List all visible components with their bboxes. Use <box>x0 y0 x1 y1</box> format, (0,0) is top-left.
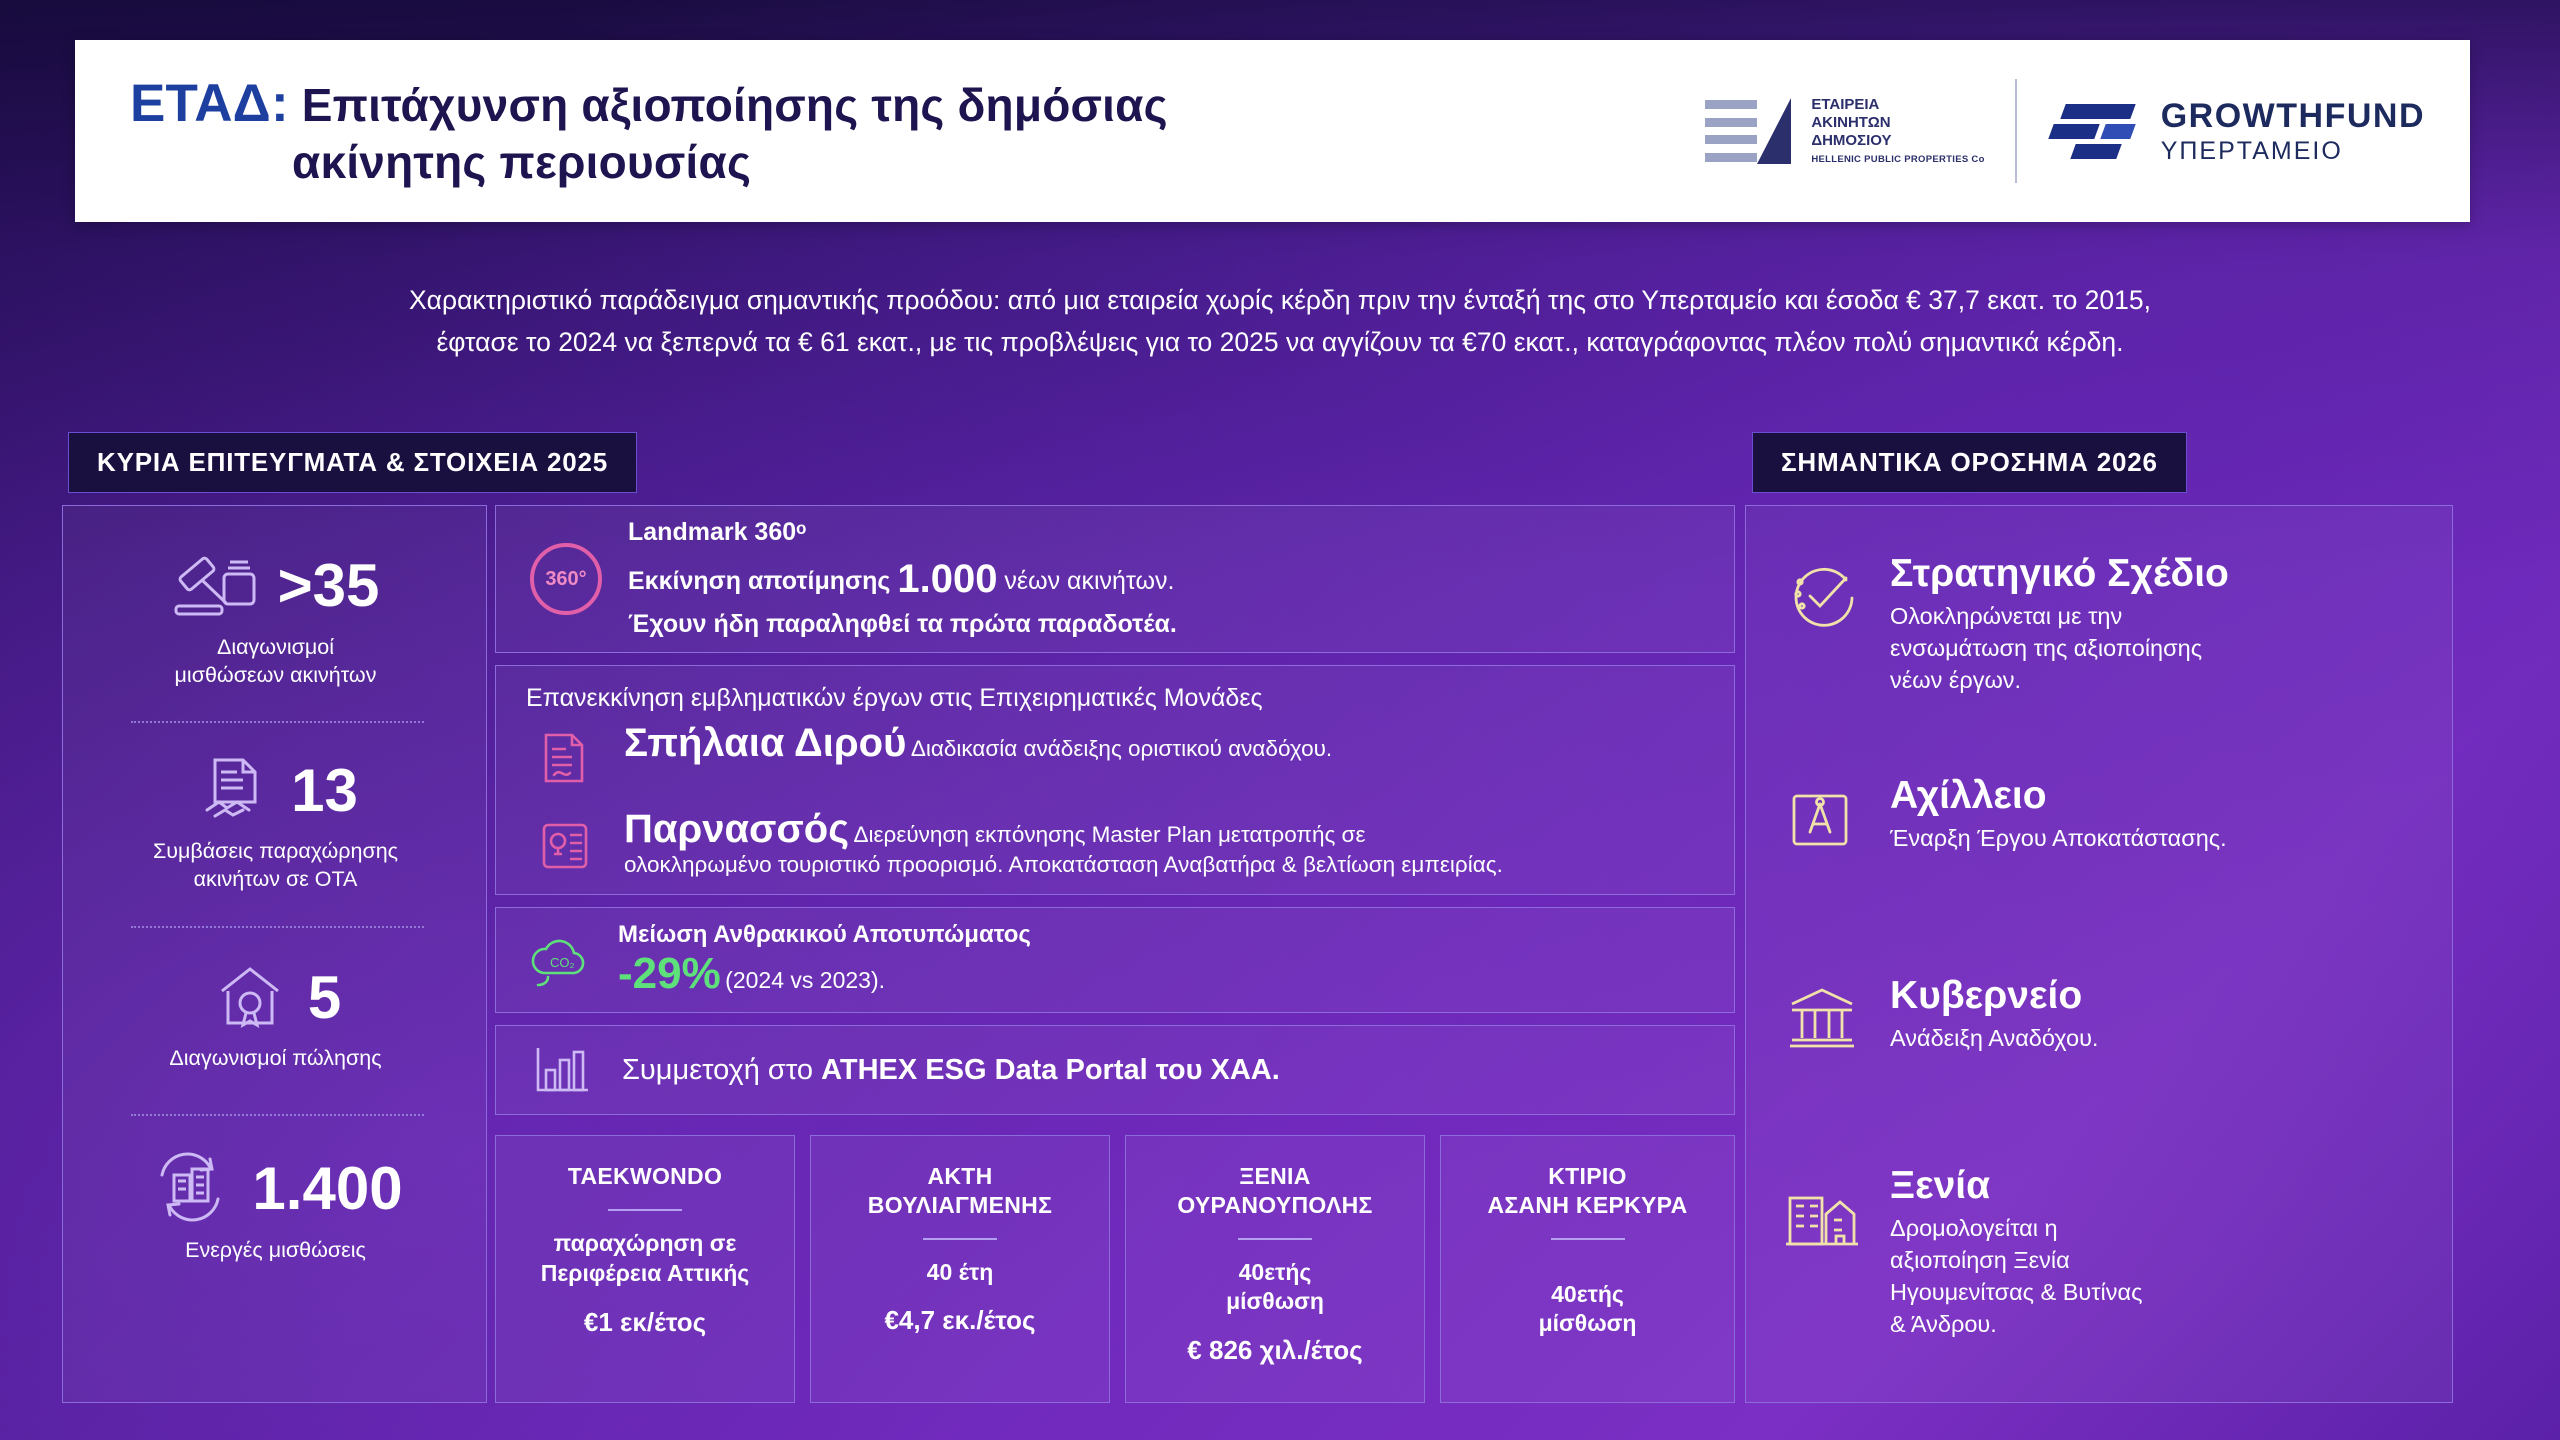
mini-sep-3 <box>1238 1238 1312 1240</box>
mini-card-taekwondo <box>495 1135 795 1403</box>
milestone-desc-xenia-l1: Δρομολογείται η <box>1890 1214 2058 1241</box>
intro-line-1: Χαρακτηριστικό παράδειγμα σημαντικής προόδου: από μια εταιρεία χωρίς κέρδη πριν την ένταξή της στο Υπερταμείο και έσοδα € 37,7 εκατ. το 2015, <box>409 285 2151 315</box>
stat-caption-active-leases-l1: Ενεργές μισθώσεις <box>185 1238 366 1262</box>
stat-divider-2 <box>131 926 424 928</box>
landmark-line2 <box>628 551 1177 608</box>
middle-cards-area <box>495 505 1735 1403</box>
mini-value-xenia: € 826 χιλ./έτος <box>1187 1335 1363 1366</box>
card-landmark-360 <box>495 505 1735 653</box>
mini-detail-taekwondo-l1: παραχώρηση σε <box>553 1229 737 1256</box>
landmark-line3: Έχουν ήδη παραληφθεί τα πρώτα παραδοτέα. <box>628 610 1177 639</box>
mini-title-xenia-l2: ΟΥΡΑΝΟΥΠΟΛΗΣ <box>1177 1191 1373 1218</box>
header-title-line2: ακίνητης περιουσίας <box>292 136 752 189</box>
house-seal-icon <box>210 961 290 1035</box>
gavel-icon <box>172 548 260 624</box>
mini-detail-taekwondo-l2: Περιφέρεια Αττικής <box>540 1259 750 1286</box>
stat-caption-concessions <box>63 838 488 893</box>
etad-logo-sub: HELLENIC PUBLIC PROPERTIES Co <box>1811 154 1985 166</box>
stat-item-active-leases <box>63 1151 488 1265</box>
mini-detail-xenia-l2: μίσθωση <box>1226 1288 1324 1315</box>
mini-card-ktirio-asani <box>1440 1135 1735 1403</box>
360-badge-label: 360° <box>545 567 587 590</box>
mini-title-xenia-ouranoupolis <box>1140 1162 1410 1220</box>
milestone-xenia <box>1746 1166 2454 1341</box>
mini-sep-4 <box>1551 1238 1625 1240</box>
athex-text-pre: Συμμετοχή στο <box>622 1053 822 1086</box>
mini-title-akti-l1: ΑΚΤΗ <box>927 1163 993 1189</box>
section-title-achievements: ΚΥΡΙΑ ΕΠΙΤΕΥΓΜΑΤΑ & ΣΤΟΙΧΕΙΑ 2025 <box>68 432 637 493</box>
stat-value-tenders: >35 <box>277 552 380 619</box>
stat-caption-sales-l1: Διαγωνισμοί πώλησης <box>169 1046 382 1070</box>
stat-caption-tenders <box>63 634 488 689</box>
stat-caption-concessions-l1: Συμβάσεις παραχώρησης <box>152 839 399 863</box>
right-milestones-panel <box>1745 505 2453 1403</box>
flagship-item-dirou <box>496 719 1734 797</box>
mini-detail-akti-l1: 40 έτη <box>926 1258 994 1285</box>
intro-line-2: έφτασε το 2024 να ξεπερνά τα € 61 εκατ., με τις προβλέψεις για το 2025 να αγγίζουν τα €70 εκατ., καταγράφοντας πλέον πολύ σημαντικά κέρδη. <box>436 326 2124 357</box>
mini-sep-2 <box>923 1238 997 1240</box>
stat-value-sales: 5 <box>307 964 342 1031</box>
card-flagship-projects <box>495 665 1735 895</box>
mini-title-asani-l2: ΑΣΑΝΗ ΚΕΡΚΥΡΑ <box>1487 1191 1688 1218</box>
landmark-count: 1.000 <box>897 556 998 601</box>
header-brand: ΕΤΑΔ: <box>130 73 289 133</box>
carbon-value: -29% <box>618 949 721 998</box>
mini-sep-1 <box>608 1209 682 1211</box>
stat-item-tenders <box>63 548 488 689</box>
contract-signature-icon <box>526 723 604 797</box>
etad-logo-icon <box>1705 94 1797 168</box>
mini-title-asani <box>1455 1162 1720 1220</box>
athex-text-bold: ATHEX ESG Data Portal του ΧΑΑ. <box>821 1053 1280 1086</box>
flagship-desc-dirou: Διαδικασία ανάδειξης οριστικού αναδόχου. <box>910 736 1333 761</box>
card-carbon-footprint <box>495 907 1735 1013</box>
carbon-title: Μείωση Ανθρακικού Αποτυπώματος <box>618 921 1031 948</box>
stat-caption-concessions-l2: ακινήτων σε ΟΤΑ <box>193 866 358 891</box>
mini-detail-xenia-l1: 40ετής <box>1238 1258 1312 1285</box>
header-logos <box>1705 79 2470 183</box>
milestone-strategic-plan <box>1746 554 2454 697</box>
card-athex-esg <box>495 1025 1735 1115</box>
mini-detail-asani-l2: μίσθωση <box>1538 1310 1637 1337</box>
co2-cloud-icon <box>526 931 596 989</box>
plan-idea-icon <box>526 809 604 883</box>
stat-value-active-leases: 1.400 <box>252 1155 403 1222</box>
intro-paragraph <box>110 280 2450 364</box>
milestone-title-strategic-plan: Στρατηγικό Σχέδιο <box>1890 552 2229 595</box>
svg-text:CO₂: CO₂ <box>550 955 575 970</box>
mini-title-akti-l2: ΒΟΥΛΙΑΓΜΕΝΗΣ <box>867 1191 1053 1218</box>
milestone-desc-xenia-l3: Ηγουμενίτσας & Βυτίνας <box>1890 1278 2143 1305</box>
stat-caption-tenders-l1: Διαγωνισμοί <box>216 635 335 659</box>
header-title-line1 <box>130 73 1705 136</box>
mini-title-taekwondo <box>510 1162 780 1191</box>
stat-caption-sales <box>63 1045 488 1073</box>
mini-card-akti-vouliagmenis <box>810 1135 1110 1403</box>
stat-divider-3 <box>131 1114 424 1116</box>
target-check-icon <box>1780 554 1864 697</box>
carbon-note: (2024 vs 2023). <box>725 967 885 993</box>
header-bar <box>75 40 2470 222</box>
hotel-building-icon <box>1780 1166 1864 1341</box>
flagship-name-dirou: Σπήλαια Διρού <box>624 721 907 765</box>
buildings-refresh-icon <box>148 1151 234 1227</box>
landmark-line2-pre: Εκκίνηση αποτίμησης <box>628 566 898 595</box>
stat-item-sales <box>63 961 488 1073</box>
blueprint-compass-icon <box>1780 776 1864 858</box>
flagship-item-parnassos <box>496 805 1734 883</box>
milestone-desc-xenia-l2: αξιοποίηση Ξενία <box>1890 1246 2070 1273</box>
stat-caption-active-leases <box>63 1237 488 1265</box>
stat-item-concessions <box>63 754 488 893</box>
milestone-title-kyverneio: Κυβερνείο <box>1890 974 2083 1017</box>
etad-logo-line3: ΔΗΜΟΣΙΟΥ <box>1811 131 1892 149</box>
etad-logo-line1: ΕΤΑΙΡΕΙΑ <box>1811 96 1880 114</box>
growthfund-logo-icon <box>2047 100 2139 162</box>
milestone-desc-strategic-l2: ενσωμάτωση της αξιοποίησης <box>1890 634 2203 661</box>
stat-divider-1 <box>131 721 424 723</box>
milestone-desc-xenia-l4: & Άνδρου. <box>1890 1310 1997 1337</box>
section-title-milestones: ΣΗΜΑΝΤΙΚΑ ΟΡΟΣΗΜΑ 2026 <box>1752 432 2187 493</box>
stat-caption-tenders-l2: μισθώσεων ακινήτων <box>174 662 377 687</box>
growthfund-logo-text <box>2161 96 2425 167</box>
etad-logo-text <box>1811 96 1984 165</box>
milestone-desc-strategic-l1: Ολοκληρώνεται με την <box>1890 602 2123 629</box>
etad-logo <box>1705 94 1984 168</box>
flagship-desc-parnassos-l1: Διερεύνηση εκπόνησης Master Plan μετατροπής σε <box>853 822 1366 847</box>
milestone-title-achilleion: Αχίλλειο <box>1890 774 2047 817</box>
milestone-desc-achilleion-l1: Έναρξη Έργου Αποκατάστασης. <box>1890 824 2227 851</box>
mini-title-akti <box>825 1162 1095 1220</box>
landmark-line2-post: νέων ακινήτων. <box>997 566 1175 595</box>
bar-chart-icon <box>530 1042 596 1098</box>
mini-card-xenia-ouranoupolis <box>1125 1135 1425 1403</box>
flagship-desc-parnassos-l2: ολοκληρωμένο τουριστικό προορισμό. Αποκατάσταση Αναβατήρα & βελτίωση εμπειρίας. <box>624 852 1503 878</box>
landmark-title: Landmark 360ᵒ <box>628 518 807 547</box>
flagship-name-parnassos: Παρνασσός <box>624 807 850 851</box>
logo-divider <box>2015 79 2017 183</box>
mini-title-xenia-l1: ΞΕΝΙΑ <box>1239 1163 1311 1189</box>
header-title-block <box>75 73 1705 190</box>
flagship-title: Επανεκκίνηση εμβληματικών έργων στις Επιχειρηματικές Μονάδες <box>526 684 1263 712</box>
growthfund-logo-line1: GROWTHFUND <box>2160 96 2425 135</box>
mini-title-taekwondo-l1: TAEKWONDO <box>567 1163 723 1189</box>
milestone-desc-kyverneio-l1: Ανάδειξη Αναδόχου. <box>1890 1024 2099 1051</box>
mini-value-akti: €4,7 εκ./έτος <box>884 1305 1036 1336</box>
mini-detail-asani-l1: 40ετής <box>1551 1280 1624 1307</box>
handshake-document-icon <box>193 754 273 828</box>
mini-title-asani-l1: ΚΤΙΡΙΟ <box>1548 1163 1627 1189</box>
header-title-text1: Επιτάχυνση αξιοποίησης της δημόσιας <box>301 78 1168 131</box>
growthfund-logo-line2: ΥΠΕΡΤΑΜΕΙΟ <box>2160 137 2343 166</box>
classical-building-icon <box>1780 976 1864 1055</box>
milestone-desc-strategic-l3: νέων έργων. <box>1890 666 2022 693</box>
milestone-title-xenia: Ξενία <box>1890 1164 1991 1207</box>
mini-value-taekwondo: €1 εκ/έτος <box>583 1306 707 1337</box>
360-circle-icon <box>530 543 602 615</box>
milestone-kyverneio <box>1746 976 2454 1055</box>
etad-logo-line2: ΑΚΙΝΗΤΩΝ <box>1811 114 1891 132</box>
growthfund-logo <box>2047 96 2425 167</box>
left-stats-panel <box>62 505 487 1403</box>
milestone-achilleion <box>1746 776 2454 858</box>
stat-value-concessions: 13 <box>291 757 358 824</box>
